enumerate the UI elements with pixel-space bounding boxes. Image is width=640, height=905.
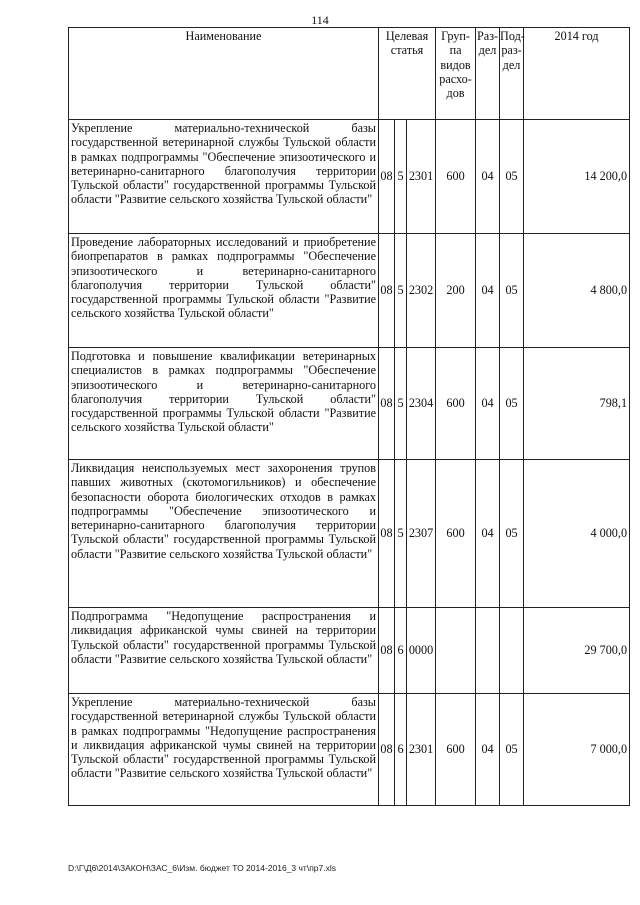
row-section: 04 bbox=[476, 234, 500, 348]
header-target-article: Целевая статья bbox=[379, 28, 436, 120]
row-article-subprogram: 5 bbox=[395, 460, 407, 608]
page-number: 114 bbox=[311, 13, 329, 27]
row-subsection: 05 bbox=[500, 694, 524, 806]
row-name: Укрепление материально-технической базы государственной ветеринарной службы Тульской области в рамках подпрограммы "Недопущение распространения и ликвидация африканской чумы свиней на территории Тульской области" государственной программы Тульской области "Развитие сельского хозяйства Тульской области" bbox=[69, 694, 379, 806]
row-article-subprogram: 6 bbox=[395, 608, 407, 694]
header-year: 2014 год bbox=[524, 28, 630, 120]
row-expense-group: 600 bbox=[436, 460, 476, 608]
row-expense-group bbox=[436, 608, 476, 694]
header-expense-group: Груп-па видов расхо-дов bbox=[436, 28, 476, 120]
file-path-footer: D:\Г\Д6\2014\ЗАКОН\ЗАС_6\Изм. бюджет ТО 2014-2016_3 чт\пр7.xls bbox=[68, 863, 336, 873]
row-article-subprogram: 5 bbox=[395, 234, 407, 348]
header-name: Наименование bbox=[69, 28, 379, 120]
row-article-code: 2301 bbox=[407, 120, 436, 234]
row-name: Подготовка и повышение квалификации ветеринарных специалистов в рамках подпрограммы "Обеспечение эпизоотического и ветеринарно-санитарного благополучия территории Тульской области" государственной программы Тульской области "Развитие сельского хозяйства Тульской области" bbox=[69, 348, 379, 460]
table-row bbox=[69, 460, 630, 608]
row-article-program: 08 bbox=[379, 694, 395, 806]
row-amount: 4 800,0 bbox=[524, 234, 630, 348]
row-article-program: 08 bbox=[379, 608, 395, 694]
table-row bbox=[69, 234, 630, 348]
row-expense-group: 600 bbox=[436, 120, 476, 234]
row-article-code: 2304 bbox=[407, 348, 436, 460]
table-row bbox=[69, 694, 630, 806]
row-article-subprogram: 5 bbox=[395, 348, 407, 460]
budget-table bbox=[68, 27, 630, 806]
row-article-program: 08 bbox=[379, 234, 395, 348]
row-name: Укрепление материально-технической базы государственной ветеринарной службы Тульской области в рамках подпрограммы "Обеспечение эпизоотического и ветеринарно-санитарного благополучия территории Тульской области" государственной программы Тульской области "Развитие сельского хозяйства Тульской области" bbox=[69, 120, 379, 234]
row-name: Ликвидация неиспользуемых мест захоронения трупов павших животных (скотомогильников) и обеспечение безопасности оборота биологических отходов в рамках подпрограммы "Обеспечение эпизоотического и ветеринарно-санитарного благополучия территории Тульской области" государственной программы Тульской области "Развитие сельского хозяйства Тульской области" bbox=[69, 460, 379, 608]
row-article-program: 08 bbox=[379, 120, 395, 234]
row-amount: 798,1 bbox=[524, 348, 630, 460]
row-subsection: 05 bbox=[500, 348, 524, 460]
row-section bbox=[476, 608, 500, 694]
row-amount: 29 700,0 bbox=[524, 608, 630, 694]
row-name: Подпрограмма "Недопущение распространения и ликвидация африканской чумы свиней на территории Тульской области" государственной программы Тульской области "Развитие сельского хозяйства Тульской области" bbox=[69, 608, 379, 694]
row-section: 04 bbox=[476, 120, 500, 234]
table-row bbox=[69, 120, 630, 234]
row-article-subprogram: 5 bbox=[395, 120, 407, 234]
header-subsection: Под-раз-дел bbox=[500, 28, 524, 120]
row-article-code: 2302 bbox=[407, 234, 436, 348]
row-section: 04 bbox=[476, 460, 500, 608]
row-subsection: 05 bbox=[500, 234, 524, 348]
row-article-code: 2307 bbox=[407, 460, 436, 608]
row-article-code: 2301 bbox=[407, 694, 436, 806]
row-expense-group: 200 bbox=[436, 234, 476, 348]
row-amount: 7 000,0 bbox=[524, 694, 630, 806]
row-expense-group: 600 bbox=[436, 348, 476, 460]
row-section: 04 bbox=[476, 348, 500, 460]
table-row bbox=[69, 348, 630, 460]
row-subsection: 05 bbox=[500, 120, 524, 234]
row-subsection bbox=[500, 608, 524, 694]
row-article-code: 0000 bbox=[407, 608, 436, 694]
row-article-program: 08 bbox=[379, 460, 395, 608]
row-amount: 14 200,0 bbox=[524, 120, 630, 234]
header-row bbox=[69, 28, 630, 120]
row-article-subprogram: 6 bbox=[395, 694, 407, 806]
row-subsection: 05 bbox=[500, 460, 524, 608]
row-section: 04 bbox=[476, 694, 500, 806]
table-row bbox=[69, 608, 630, 694]
row-amount: 4 000,0 bbox=[524, 460, 630, 608]
header-section: Раз-дел bbox=[476, 28, 500, 120]
row-expense-group: 600 bbox=[436, 694, 476, 806]
row-article-program: 08 bbox=[379, 348, 395, 460]
row-name: Проведение лабораторных исследований и приобретение биопрепаратов в рамках подпрограммы "Обеспечение эпизоотического и ветеринарно-санитарного благополучия территории Тульской области" государственной программы Тульской области "Развитие сельского хозяйства Тульской области" bbox=[69, 234, 379, 348]
